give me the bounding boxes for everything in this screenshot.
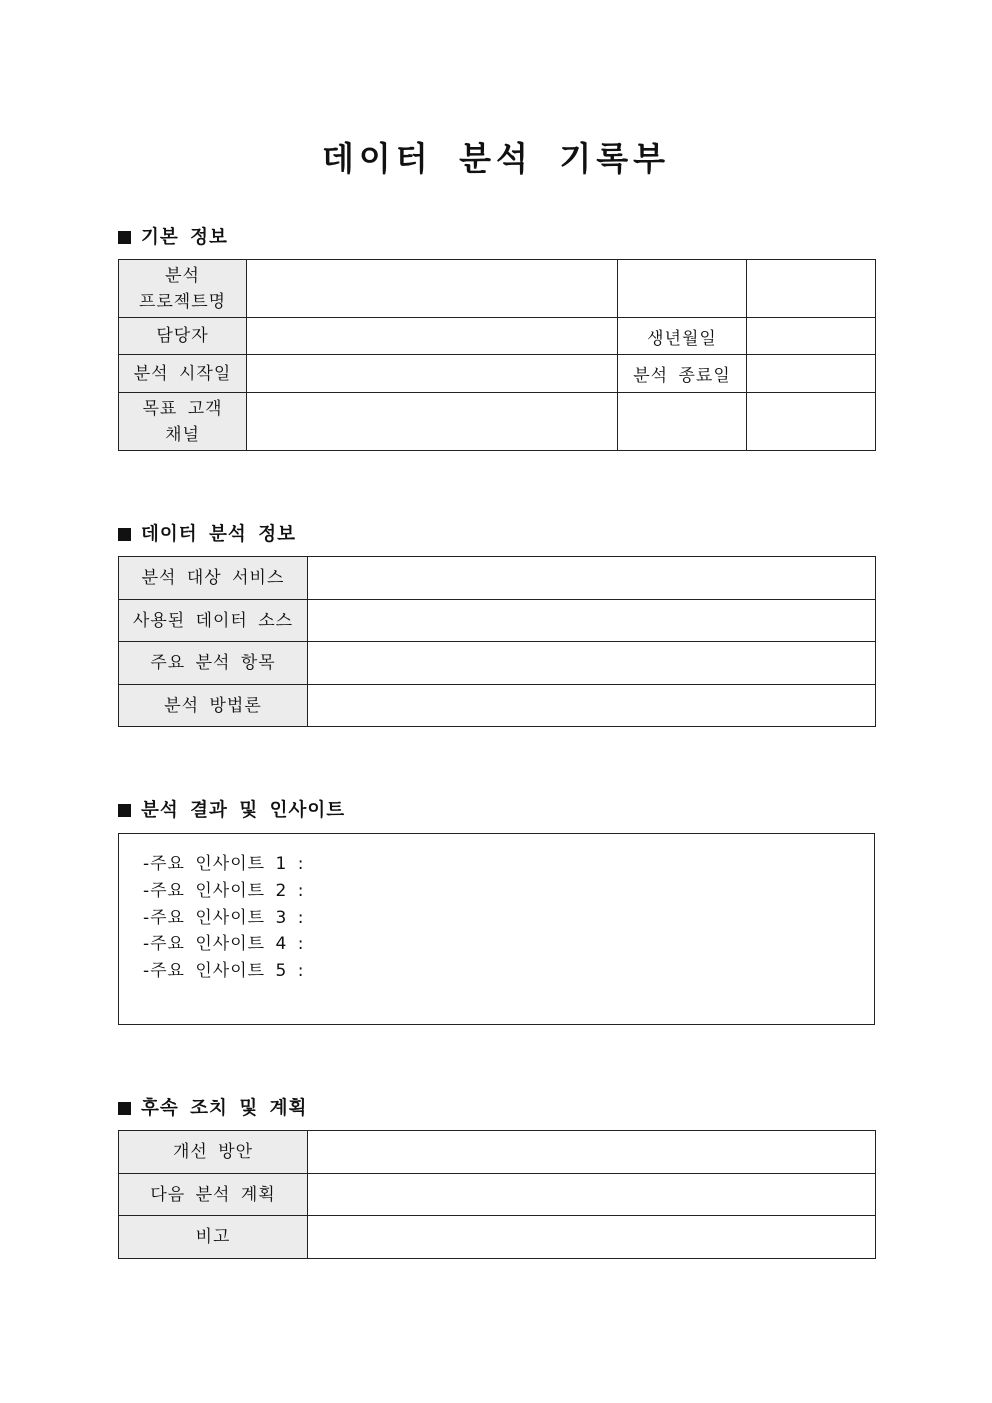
table-row: [119, 1131, 876, 1174]
project-name-label: 분석 프로젝트명: [119, 260, 247, 318]
key-items-field[interactable]: [308, 642, 876, 685]
insight-line: -주요 인사이트 2 :: [143, 880, 305, 901]
square-bullet-icon: [118, 1102, 131, 1115]
improvement-label: 개선 방안: [119, 1131, 308, 1174]
target-service-field[interactable]: [308, 557, 876, 600]
analysis-info-table: [118, 556, 876, 727]
target-channel-field[interactable]: [247, 393, 618, 451]
blank-cell[interactable]: [618, 393, 747, 451]
end-date-field[interactable]: [747, 355, 876, 393]
next-plan-label: 다음 분석 계획: [119, 1174, 308, 1216]
remarks-label: 비고: [119, 1216, 308, 1259]
section-heading-label: 분석 결과 및 인사이트: [141, 800, 346, 821]
key-items-label: 주요 분석 항목: [119, 642, 308, 685]
methodology-label: 분석 방법론: [119, 685, 308, 727]
blank-cell[interactable]: [618, 260, 747, 318]
data-source-field[interactable]: [308, 600, 876, 642]
section-heading-followup: [118, 1094, 307, 1120]
insight-line: -주요 인사이트 5 :: [143, 961, 305, 982]
square-bullet-icon: [118, 528, 131, 541]
blank-cell[interactable]: [747, 393, 876, 451]
insights-box[interactable]: [118, 833, 875, 1025]
start-date-field[interactable]: [247, 355, 618, 393]
manager-field[interactable]: [247, 318, 618, 355]
birthdate-field[interactable]: [747, 318, 876, 355]
table-row: [119, 685, 876, 727]
table-row: [119, 642, 876, 685]
data-source-label: 사용된 데이터 소스: [119, 600, 308, 642]
table-row: [119, 260, 876, 318]
square-bullet-icon: [118, 231, 131, 244]
table-row: [119, 355, 876, 393]
next-plan-field[interactable]: [308, 1174, 876, 1216]
birthdate-label: 생년월일: [618, 318, 747, 355]
insight-line: -주요 인사이트 1 :: [143, 854, 305, 874]
project-name-field[interactable]: [247, 260, 618, 318]
target-service-label: 분석 대상 서비스: [119, 557, 308, 600]
document-title: 데이터 분석 기록부: [321, 139, 670, 178]
table-row: [119, 557, 876, 600]
section-heading-analysis-info: [118, 520, 296, 546]
table-row: [119, 1174, 876, 1216]
table-row: [119, 393, 876, 451]
manager-label: 담당자: [119, 318, 247, 355]
start-date-label: 분석 시작일: [119, 355, 247, 393]
improvement-field[interactable]: [308, 1131, 876, 1174]
square-bullet-icon: [118, 804, 131, 817]
section-heading-label: 데이터 분석 정보: [141, 524, 296, 545]
section-heading-results: [118, 796, 345, 822]
table-row: [119, 1216, 876, 1259]
target-channel-label: 목표 고객 채널: [119, 393, 247, 451]
section-heading-label: 후속 조치 및 계획: [141, 1098, 308, 1119]
insight-line: -주요 인사이트 3 :: [143, 907, 305, 928]
remarks-field[interactable]: [308, 1216, 876, 1259]
section-heading-basic-info: [118, 223, 228, 249]
section-heading-label: 기본 정보: [141, 227, 228, 248]
insight-line: -주요 인사이트 4 :: [143, 934, 305, 955]
end-date-label: 분석 종료일: [618, 355, 747, 393]
table-row: [119, 600, 876, 642]
basic-info-table: [118, 259, 876, 451]
blank-cell[interactable]: [747, 260, 876, 318]
followup-table: [118, 1130, 876, 1259]
table-row: [119, 318, 876, 355]
methodology-field[interactable]: [308, 685, 876, 727]
